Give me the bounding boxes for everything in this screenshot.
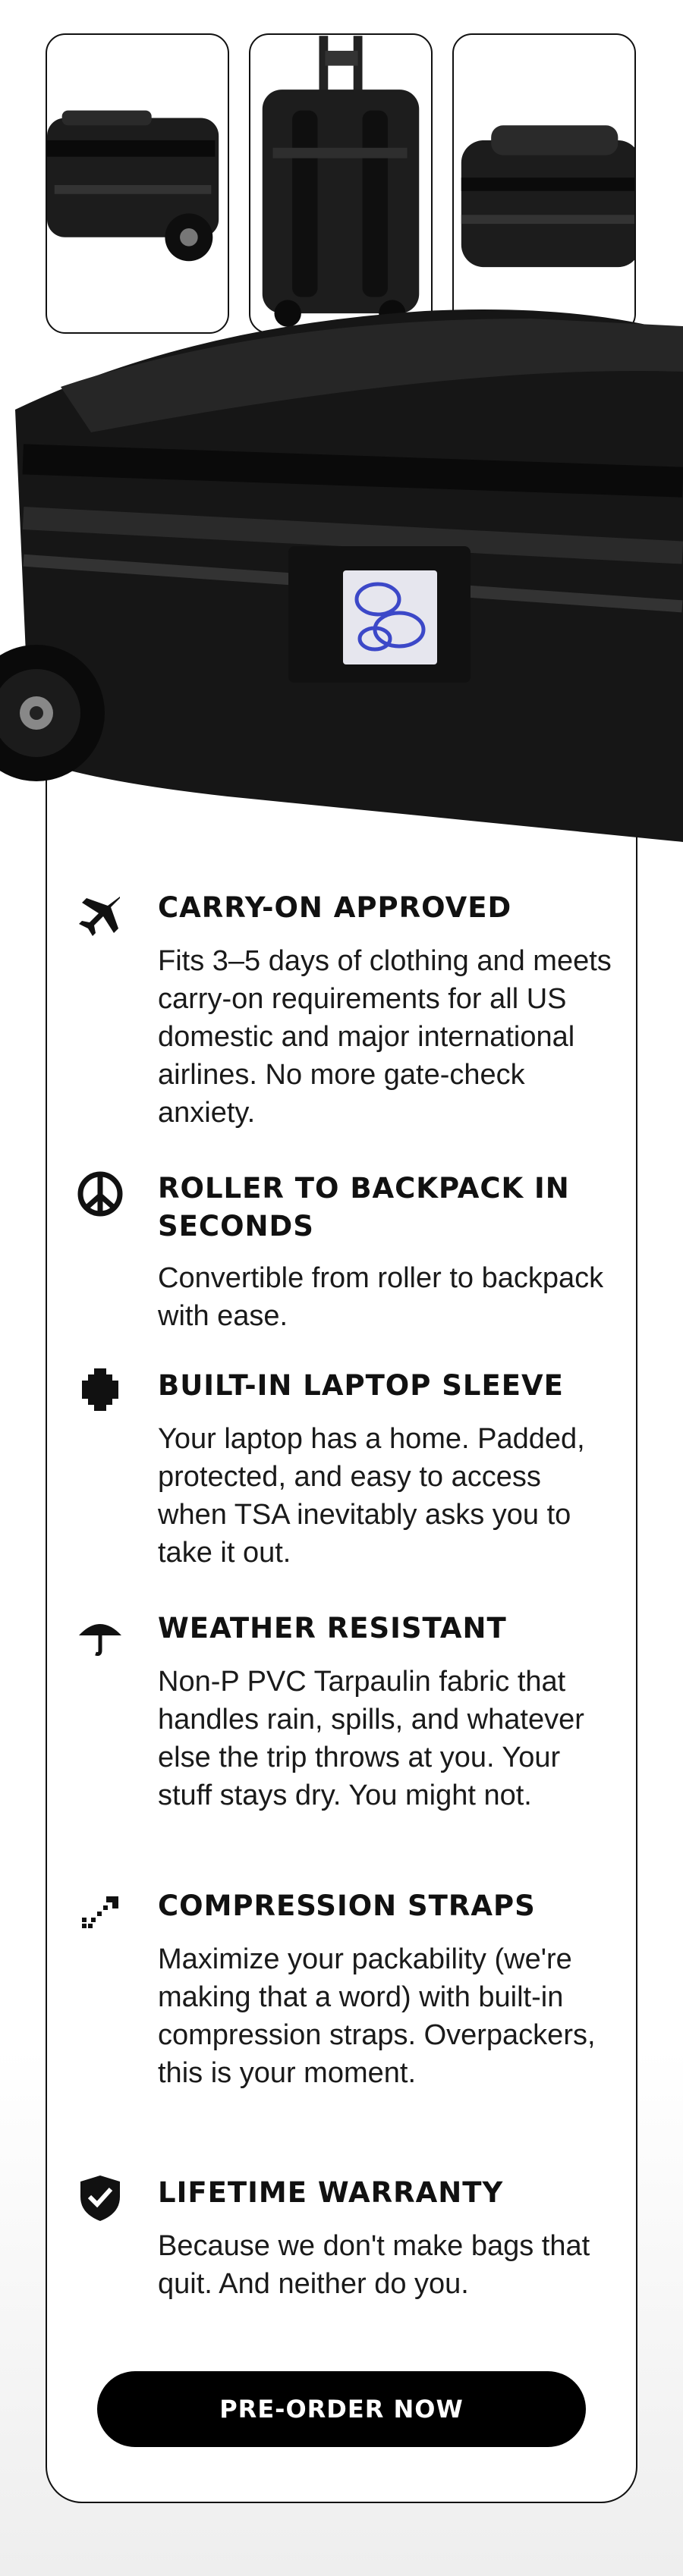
feature-title: CARRY-ON APPROVED [158,891,512,924]
hero-bag-image [0,273,683,850]
feature-body: Convertible from roller to backpack with ease. [158,1262,604,1332]
feature-title: ROLLER TO BACKPACK IN SECONDS [158,1172,570,1242]
feature-compression-straps [76,1887,607,2145]
feature-laptop-sleeve [76,1367,607,1579]
feature-title: BUILT-IN LAPTOP SLEEVE [158,1369,564,1402]
pre-order-button[interactable]: PRE-ORDER NOW [97,2371,586,2447]
feature-body: Maximize your packability (we're making that a word) with built-in compression straps. Overpackers, this is your moment. [158,1943,596,2089]
airplane-icon [76,889,124,938]
peace-icon [76,1170,124,1218]
shield-check-icon [76,2174,124,2223]
umbrella-icon [76,1610,124,1658]
feature-roller-backpack [76,1170,607,1337]
feature-body: Your laptop has a home. Padded, protected, and easy to access when TSA inevitably asks you to take it out. [158,1423,585,1569]
feature-body: Because we don't make bags that quit. And neither do you. [158,2230,590,2300]
expand-arrow-icon [76,1887,124,1936]
feature-title: WEATHER RESISTANT [158,1612,507,1645]
shield-shape-icon [76,1367,124,1415]
feature-body: Fits 3–5 days of clothing and meets carry-on requirements for all US domestic and major international airlines. No more gate-check anxiety. [158,945,612,1129]
feature-title: LIFETIME WARRANTY [158,2176,504,2209]
feature-lifetime-warranty [76,2174,607,2318]
feature-carry-on [76,889,612,1139]
feature-body: Non-P PVC Tarpaulin fabric that handles rain, spills, and whatever else the trip throws at you. Your stuff stays dry. You might not. [158,1666,584,1811]
feature-title: COMPRESSION STRAPS [158,1890,536,1922]
feature-weather-resistant [76,1610,607,1868]
